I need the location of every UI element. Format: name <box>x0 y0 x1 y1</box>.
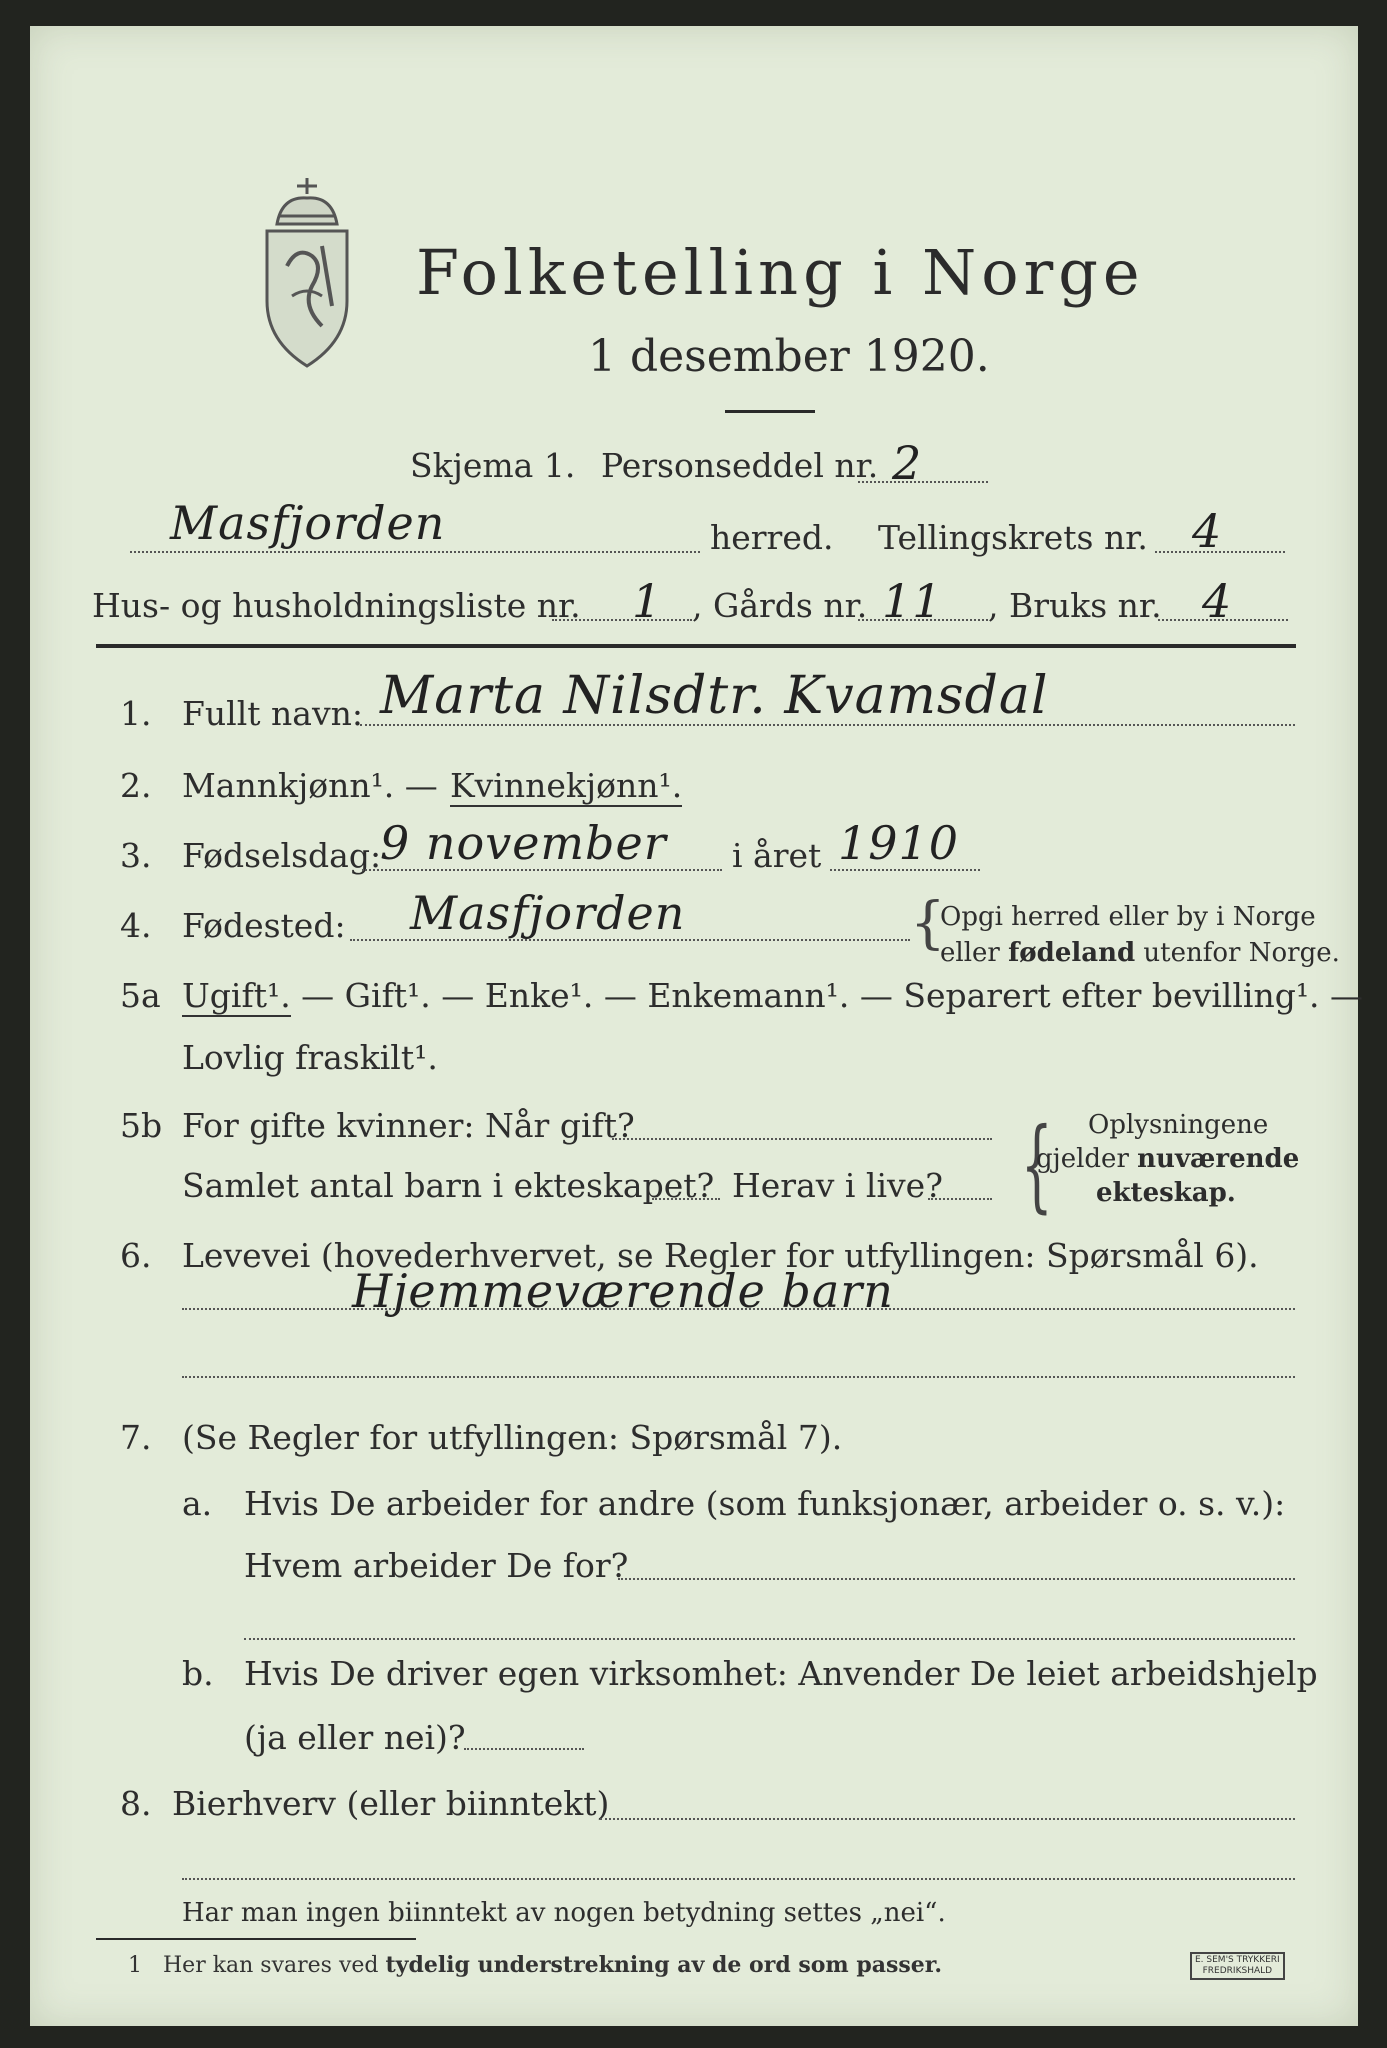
q5a-other-options: — Gift¹. — Enke¹. — Enkemann¹. — Separert efter bevilling¹. — <box>290 976 1364 1015</box>
tellingskrets-value: 4 <box>1192 504 1223 558</box>
q8-line1 <box>600 1818 1295 1820</box>
q5b-alive-label: Herav i live? <box>732 1166 943 1205</box>
q5b-note-brace: { <box>1020 1106 1053 1223</box>
q5b-children-label: Samlet antal barn i ekteskapet? <box>182 1166 715 1205</box>
q3-year-value: 1910 <box>838 816 960 870</box>
skjema-label: Skjema 1. <box>410 446 576 485</box>
q5b-children-line <box>652 1198 720 1200</box>
husliste-line <box>552 619 692 621</box>
q3-number: 3. <box>120 836 152 875</box>
q7a-extra-line <box>244 1638 1295 1640</box>
q4-note-line2a: eller <box>940 938 1009 968</box>
gards-label: , Gårds nr. <box>692 586 868 625</box>
q4-value: Masfjorden <box>410 886 686 940</box>
q5a-ugift-option: Ugift¹. <box>182 976 291 1015</box>
footnote-number: 1 <box>128 1953 142 1978</box>
q3-value: 9 november <box>380 816 667 870</box>
q5b-line1: For gifte kvinner: Når gift? <box>182 1106 635 1145</box>
q6-value: Hjemmeværende barn <box>352 1264 894 1318</box>
q7a-number: a. <box>182 1484 213 1523</box>
q4-label: Fødested: <box>182 906 346 945</box>
q5b-alive-line <box>928 1198 992 1200</box>
q7b-line1: Hvis De driver egen virksomhet: Anvender De leiet arbeidshjelp <box>244 1654 1318 1693</box>
printer-line1: E. SEM'S TRYKKERI <box>1195 1955 1280 1965</box>
q7b-line2: (ja eller nei)? <box>244 1718 466 1757</box>
q7b-answer-line <box>464 1748 584 1750</box>
q4-number: 4. <box>120 906 152 945</box>
census-date: 1 desember 1920. <box>588 331 990 382</box>
title-divider <box>725 410 815 413</box>
coat-of-arms-icon <box>252 176 362 375</box>
q8-number: 8. <box>120 1784 152 1823</box>
personseddel-line <box>858 481 988 483</box>
q7a-employer-line <box>618 1578 1295 1580</box>
q7-label: (Se Regler for utfyllingen: Spørsmål 7). <box>182 1418 843 1457</box>
q1-label: Fullt navn: <box>182 694 363 733</box>
personseddel-value: 2 <box>892 436 923 490</box>
q5b-note2a: gjelder <box>1036 1144 1138 1174</box>
q3-year-label: i året <box>732 836 822 875</box>
printer-line2: FREDRIKSHALD <box>1202 1966 1273 1976</box>
q4-note-line2b: fødeland <box>1008 938 1136 968</box>
herred-label: herred. <box>710 518 834 557</box>
personseddel-label: Personseddel nr. <box>601 446 879 485</box>
q1-number: 1. <box>120 694 152 733</box>
q5b-married-line <box>612 1138 992 1140</box>
q5a-options <box>182 976 1363 1015</box>
q6-number: 6. <box>120 1236 152 1275</box>
q4-note-line2 <box>940 938 1340 968</box>
q1-value: Marta Nilsdtr. Kvamsdal <box>380 666 1049 726</box>
header-rule <box>96 644 1296 648</box>
q5a-number: 5a <box>120 976 161 1015</box>
q8-label: Bierhverv (eller biinntekt) <box>172 1784 610 1823</box>
herred-line <box>130 551 700 553</box>
footnote <box>128 1952 942 1978</box>
footer-note: Har man ingen biinntekt av nogen betydning settes „nei“. <box>182 1898 946 1928</box>
q5a-line2: Lovlig fraskilt¹. <box>182 1038 438 1077</box>
q4-note-brace: { <box>910 891 946 956</box>
footnote-text-a: Her kan svares ved <box>162 1953 386 1978</box>
husliste-label: Hus- og husholdningsliste nr. <box>92 586 581 625</box>
q5b-note2 <box>1036 1144 1299 1174</box>
census-form <box>30 26 1364 2026</box>
husliste-value: 1 <box>632 574 663 628</box>
q7a-line1: Hvis De arbeider for andre (som funksjonær, arbeider o. s. v.): <box>244 1484 1286 1523</box>
form-title: Folketelling i Norge <box>416 236 1145 309</box>
q5b-note2b: nuværende <box>1137 1144 1300 1174</box>
q4-note-line2c: utenfor Norge. <box>1135 938 1340 968</box>
herred-value: Masfjorden <box>170 496 446 550</box>
q5b-number: 5b <box>120 1106 163 1145</box>
q4-note-line1: Opgi herred eller by i Norge <box>940 902 1316 932</box>
q2-kvinne-option: Kvinnekjønn¹. <box>450 766 683 805</box>
q5b-note3: ekteskap. <box>1096 1178 1236 1208</box>
q5b-note1: Oplysningene <box>1088 1110 1269 1140</box>
q3-label: Fødselsdag: <box>182 836 382 875</box>
q2-number: 2. <box>120 766 152 805</box>
q6-line2 <box>182 1376 1295 1378</box>
q7a-line2: Hvem arbeider De for? <box>244 1546 629 1585</box>
q7b-number: b. <box>182 1654 214 1693</box>
footnote-rule <box>96 1938 416 1940</box>
bruks-label: , Bruks nr. <box>988 586 1162 625</box>
printer-stamp <box>1190 1952 1285 1980</box>
tellingskrets-label: Tellingskrets nr. <box>878 518 1148 557</box>
q2-mann-option: Mannkjønn¹. — <box>182 766 438 805</box>
footnote-text-b: tydelig understrekning av de ord som passer. <box>385 1952 942 1978</box>
gards-value: 11 <box>882 574 943 628</box>
bruks-value: 4 <box>1202 574 1233 628</box>
q8-line2 <box>182 1878 1295 1880</box>
q6-label: Levevei (hovederhvervet, se Regler for utfyllingen: Spørsmål 6). <box>182 1236 1259 1275</box>
q7-number: 7. <box>120 1418 152 1457</box>
